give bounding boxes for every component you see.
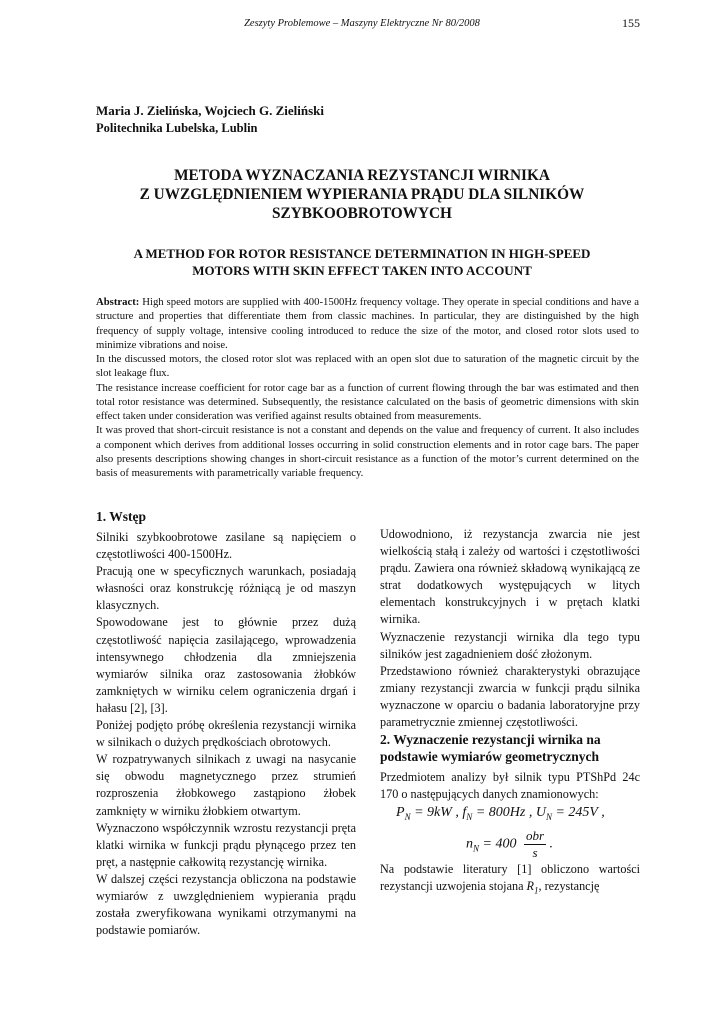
section-2-heading: 2. Wyznaczenie rezystancji wirnika na podstawie wymiarów geometrycznych [380,732,601,765]
formula-end: . [549,837,554,853]
title-en-line: MOTORS WITH SKIN EFFECT TAKEN INTO ACCOUNT [192,262,532,278]
page-number: 155 [622,16,640,30]
formula-subscript: N [545,812,552,823]
affiliation: Politechnika Lubelska, Lublin [96,121,258,135]
title-pl-line: Z UWZGLĘDNIENIEM WYPIERANIA PRĄDU DLA SILNIKÓW [139,186,585,203]
paragraph-text: , rezystancję [538,879,600,894]
abstract-paragraph: In the discussed motors, the closed rotor slot was replaced with an open slot due to saturation of the magnetic circuit by the slot leakage flux. [96,353,639,380]
paragraph: Spowodowane jest to głównie przez dużą częstotliwość napięcia zasilającego, wprowadzenia intensywnego chłodzenia dla zmniejszenia wymiarów silnika oraz zastosowania żłobków zamkniętych w wirniku celem ograniczenia drgań i hałasu [2], [3]. [96,615,356,715]
paragraph: Udowodniono, iż rezystancja zwarcia nie jest wielkością stałą i zależy od wartości i częstotliwości prądu. Zawiera ona również składową wynikającą ze strat dodatkowych występujących w litych elementach konstrukcyjnych i w prętach klatki wirnika. [380,527,640,627]
formula-subscript: N [466,812,473,823]
paragraph: Wyznaczono współczynnik wzrostu rezystancji pręta klatki wirnika w funkcji prądu płynącego przez ten pręt, a następnie całkowitą rezystancję wirnika. [96,820,356,869]
left-column [96,508,356,939]
title-en-line: A METHOD FOR ROTOR RESISTANCE DETERMINATION IN HIGH-SPEED [133,246,591,261]
page-header [0,16,724,32]
formula-subscript: N [473,843,480,854]
formula-subscript: 1 [533,885,539,896]
paragraph [380,861,640,900]
fraction-numerator: obr [525,828,545,844]
abstract-paragraph: The resistance increase coefficient for rotor cage bar as a function of current flowing through the bar was estimated and then total rotor resistance was determined. Subsequently, the resistance calculated on the basis of geometric dimensions with skin effect taken under consideration was verified against results obtained from measurements. [96,381,639,422]
formula-symbol: R [526,879,534,894]
paragraph: W dalszej części rezystancja obliczona na podstawie wymiarów z uwzględnieniem wypierania prądu została zweryfikowana wynikami otrzymanymi na podstawie pomiarów. [96,871,356,938]
section-1-heading: 1. Wstęp [96,509,147,524]
paragraph: Pracują one w specyficznych warunkach, posiadają własności oraz konstrukcję różniącą je od maszyn klasycznych. [96,564,356,613]
authors: Maria J. Zielińska, Wojciech G. Zieliński [96,103,324,118]
title-pl-line: METODA WYZNACZANIA REZYSTANCJI WIRNIKA [174,167,550,184]
paragraph: Wyznaczenie rezystancji wirnika dla tego typu silników jest zagadnieniem dość złożonym. [380,629,640,661]
formula-value: = 400 [482,837,517,853]
title-polish [60,166,664,223]
rated-data-formula [380,803,640,861]
abstract-paragraph: It was proved that short-circuit resistance is not a constant and depends on the value and frequency of current. It also includes a component which derives from additional losses occurring in solid construction elements and in rotor cage bars. The paper also presents descriptions showing changes in short-circuit resistance as a function of the motor’s current determined on the basis of measurements with parametrically variable frequency. [96,424,639,479]
formula-symbol: f [462,805,467,821]
formula-value: = 9kW , [414,805,459,821]
right-column [380,526,640,900]
paragraph: Poniżej podjęto próbę określenia rezystancji wirnika w silnikach o dużych prędkościach obrotowych. [96,718,356,750]
paragraph: W rozpatrywanych silnikach z uwagi na nasycanie się obwodu magnetycznego przez strumień rozproszenia żłobkowego zastąpiono żłobek zamknięty w wirniku żłobkiem otwartym. [96,752,356,818]
formula-symbol: n [466,837,473,853]
formula-value: = 245V , [555,805,605,821]
paragraph: Silniki szybkoobrotowe zasilane są napięciem o częstotliwości 400-1500Hz. [96,530,356,562]
abstract [96,295,639,480]
paragraph: Przedstawiono również charakterystyki obrazujące zmiany rezystancji zwarcia w funkcji prądu silnika wyznaczone w oparciu o badania laboratoryjne przy parametrycznie zmiennej częstotliwości. [380,663,640,730]
title-pl-line: SZYBKOOBROTOWYCH [272,205,452,222]
formula-symbol: U [535,805,546,821]
fraction-denominator: s [532,845,538,861]
abstract-label: Abstract: [96,296,140,308]
formula-line-1 [396,805,605,822]
formula-subscript: N [404,812,411,823]
abstract-paragraph [96,295,639,352]
paragraph: Przedmiotem analizy był silnik typu PTShPd 24c 170 o następujących danych znamionowych: [380,770,640,802]
formula-symbol: P [396,805,405,821]
formula-fraction [524,828,546,861]
formula-line-2 [466,828,553,861]
title-english [60,246,664,279]
journal-title: Zeszyty Problemowe – Maszyny Elektryczne Nr 80/2008 [244,18,480,29]
paragraph-text: Na podstawie literatury [1] obliczono wartości rezystancji uzwojenia stojana [380,862,640,894]
formula-value: = 800Hz , [475,805,533,821]
abstract-text: High speed motors are supplied with 400-1500Hz frequency voltage. They operate in special conditions and have a structure and properties that differentiate them from classic machines. In particular, they are distinguished by the high frequency of supply voltage, intensive cooling introduced to reduce the size of the motor, and closed rotor slots used to minimize vibrations and noise. [96,296,639,351]
